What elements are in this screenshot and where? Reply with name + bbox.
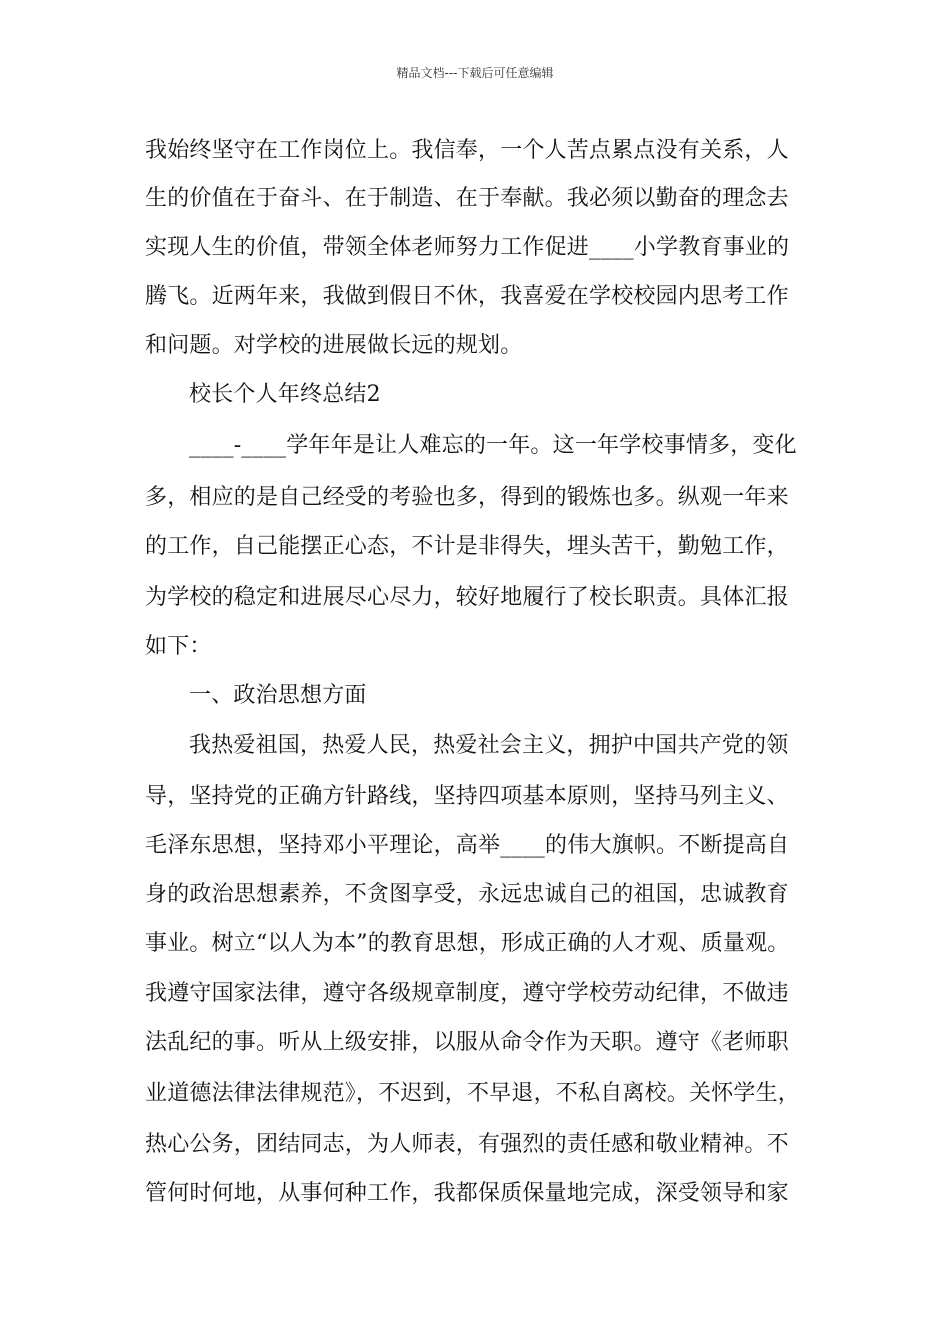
text-line: 的工作，自己能摆正心态，不计是非得失，埋头苦干，勤勉工作， xyxy=(145,534,789,559)
text-line: 生的价值在于奋斗、在于制造、在于奉献。我必须以勤奋的理念去 xyxy=(145,186,789,211)
text-line: 管何时何地，从事何种工作，我都保质保量地完成，深受领导和家 xyxy=(145,1181,789,1206)
text-line: 为学校的稳定和进展尽心尽力，较好地履行了校长职责。具体汇报 xyxy=(145,585,789,610)
page-header: 精品文档---下载后可任意编辑 xyxy=(396,66,554,80)
text-line: 业道德法律法律规范》，不迟到，不早退，不私自离校。关怀学生， xyxy=(145,1081,801,1106)
text-line: 毛泽东思想，坚持邓小平理论，高举____的伟大旗帜。不断提高自 xyxy=(145,833,790,858)
subsection-heading: 一、政治思想方面 xyxy=(189,683,367,708)
text-line: 热心公务，团结同志，为人师表，有强烈的责任感和敬业精神。不 xyxy=(145,1132,789,1157)
text-line: 我始终坚守在工作岗位上。我信奉，一个人苦点累点没有关系，人 xyxy=(145,138,789,163)
text-line: 身的政治思想素养，不贪图享受，永远忠诚自己的祖国，忠诚教育 xyxy=(145,882,789,907)
text-line: 如下： xyxy=(145,634,212,659)
text-line: 我热爱祖国，热爱人民，热爱社会主义，拥护中国共产党的领 xyxy=(189,733,789,758)
text-line: 多，相应的是自己经受的考验也多，得到的锻炼也多。纵观一年来 xyxy=(145,485,789,510)
text-line: 我遵守国家法律，遵守各级规章制度，遵守学校劳动纪律，不做违 xyxy=(145,981,789,1006)
text-line: 事业。树立“以人为本”的教育思想，形成正确的人才观、质量观。 xyxy=(145,931,790,956)
section-heading: 校长个人年终总结2 xyxy=(189,382,381,407)
text-line: 法乱纪的事。听从上级安排，以服从命令作为天职。遵守《老师职 xyxy=(145,1030,789,1055)
text-line: 和问题。对学校的进展做长远的规划。 xyxy=(145,333,523,358)
text-line: 实现人生的价值，带领全体老师努力工作促进____小学教育事业的 xyxy=(145,235,790,260)
text-line: 腾飞。近两年来，我做到假日不休，我喜爱在学校校园内思考工作 xyxy=(145,284,789,309)
text-line: ____-____学年年是让人难忘的一年。这一年学校事情多，变化 xyxy=(189,433,797,458)
text-line: 导，坚持党的正确方针路线，坚持四项基本原则，坚持马列主义、 xyxy=(145,784,789,809)
